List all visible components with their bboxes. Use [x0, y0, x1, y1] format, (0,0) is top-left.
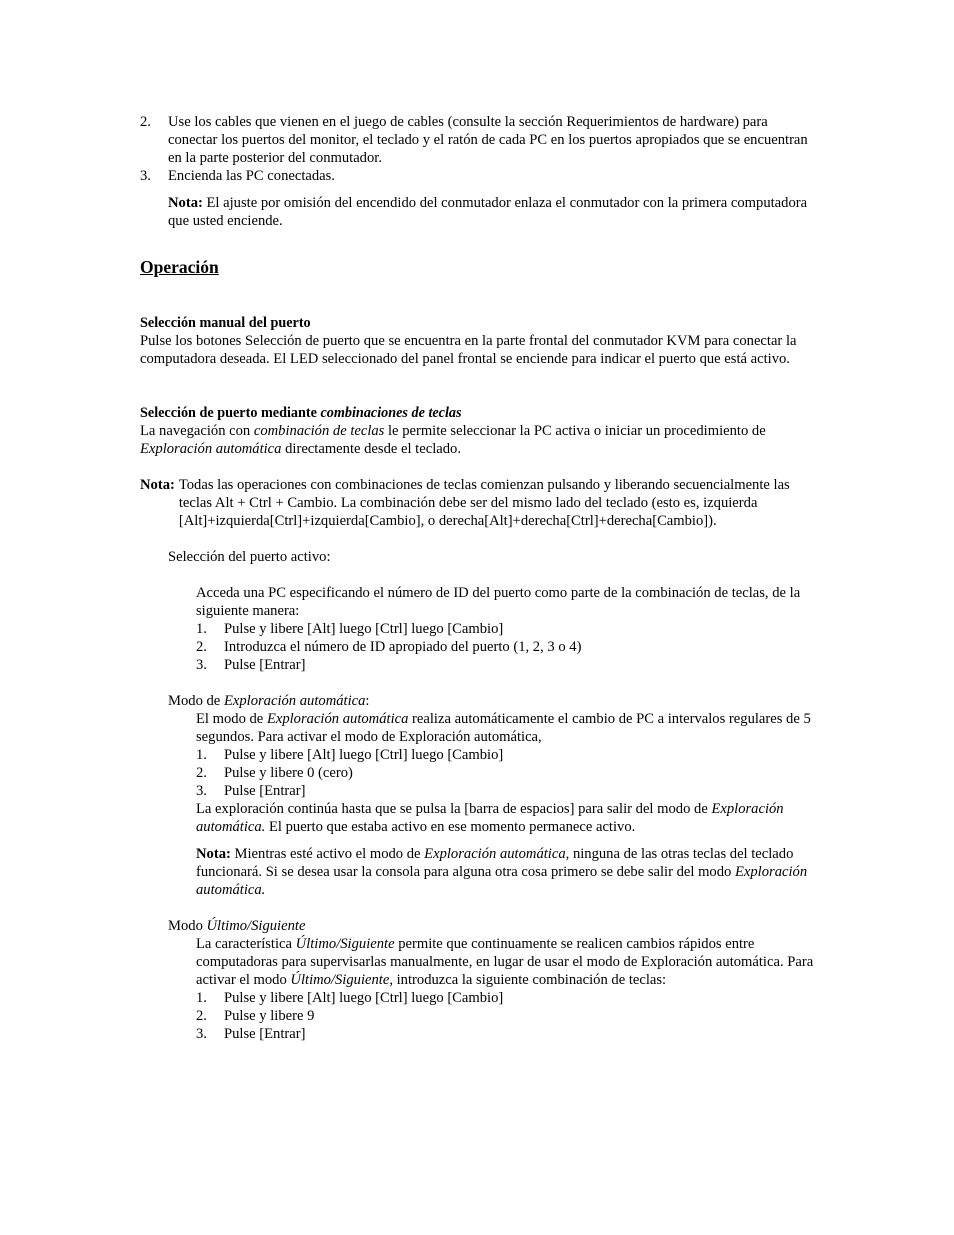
body-paragraph: El modo de Exploración automática realiza automáticamente el cambio de PC a intervalos regulares de 5 segundos. Para activar el modo de Exploración automática, [196, 711, 811, 745]
list-text: Use los cables que vienen en el juego de cables (consulte la sección Requerimientos de hardware) para conectar los puertos del monitor, el teclado y el ratón de cada PC en los puertos apropiados que se encuentran en la parte posterior del conmutador. [168, 114, 808, 166]
note-paragraph: Nota: Mientras esté activo el modo de Exploración automática, ninguna de las otras teclas del teclado funcionará. Si se desea usar la consola para alguna otra cosa primero se debe salir del modo Exploración automática. [196, 846, 808, 898]
note-paragraph [168, 194, 820, 230]
list-item: 3. Pulse [Entrar] [196, 1026, 306, 1042]
list-item: 2. Introduzca el número de ID apropiado del puerto (1, 2, 3 o 4) [196, 639, 582, 655]
subsection-heading: Selección manual del puerto [140, 315, 311, 331]
mode-title: Selección del puerto activo: [168, 549, 331, 565]
list-item [140, 113, 820, 167]
body-paragraph: Pulse los botones Selección de puerto que se encuentra en la parte frontal del conmutador KVM para conectar la computadora deseada. El LED seleccionado del panel frontal se enciende para indicar el puerto que está activo. [140, 333, 797, 367]
section-heading: Operación [140, 257, 219, 277]
list-item: 1. Pulse y libere [Alt] luego [Ctrl] luego [Cambio] [196, 747, 504, 763]
subsection-heading: Selección de puerto mediante combinaciones de teclas [140, 405, 462, 421]
list-number: 3. [140, 168, 151, 184]
body-paragraph: La exploración continúa hasta que se pulsa la [barra de espacios] para salir del modo de Exploración automática. El puerto que estaba activo en ese momento permanece activo. [196, 801, 784, 835]
mode-body [196, 710, 820, 899]
note-paragraph [140, 476, 820, 530]
note-text: Todas las operaciones con combinaciones de teclas comienzan pulsando y liberando secuencialmente las teclas Alt + Ctrl + Cambio. La combinación debe ser del mismo lado del teclado (esto es, izquierda [Alt]+izquierda[Ctrl]+izquierda[Cambio], o derecha[Alt]+derecha[Ctrl]+derecha[Cambio]). [178, 477, 790, 529]
list-item: 3. Pulse [Entrar] [196, 783, 306, 799]
body-paragraph: La navegación con combinación de teclas le permite seleccionar la PC activa o iniciar un procedimiento de Exploración automática directamente desde el teclado. [140, 423, 766, 457]
mode-body [196, 584, 820, 674]
list-item: 1. Pulse y libere [Alt] luego [Ctrl] luego [Cambio] [196, 990, 504, 1006]
mode-body [196, 935, 820, 1043]
mode-title: Modo de Exploración automática: [168, 693, 370, 709]
list-item: 2. Pulse y libere 0 (cero) [196, 765, 353, 781]
list-item [140, 167, 820, 185]
document-page [140, 113, 820, 1043]
list-text: Encienda las PC conectadas. [168, 168, 335, 184]
list-item: 1. Pulse y libere [Alt] luego [Ctrl] luego [Cambio] [196, 621, 504, 637]
list-item: 2. Pulse y libere 9 [196, 1008, 315, 1024]
mode-title: Modo Último/Siguiente [168, 918, 306, 934]
list-number: 2. [140, 114, 151, 130]
note-label: Nota: [140, 477, 175, 493]
list-item: 3. Pulse [Entrar] [196, 657, 306, 673]
body-paragraph: La característica Último/Siguiente permite que continuamente se realicen cambios rápidos entre computadoras para supervisarlas manualmente, en lugar de usar el modo de Exploración automática. Para activar el modo Último/Siguiente, introduzca la siguiente combinación de teclas: [196, 936, 814, 988]
body-paragraph: Acceda una PC especificando el número de ID del puerto como parte de la combinación de teclas, de la siguiente manera: [196, 585, 801, 619]
note-label: Nota: [168, 195, 203, 211]
note-text: El ajuste por omisión del encendido del conmutador enlaza el conmutador con la primera computadora que usted enciende. [168, 195, 808, 229]
